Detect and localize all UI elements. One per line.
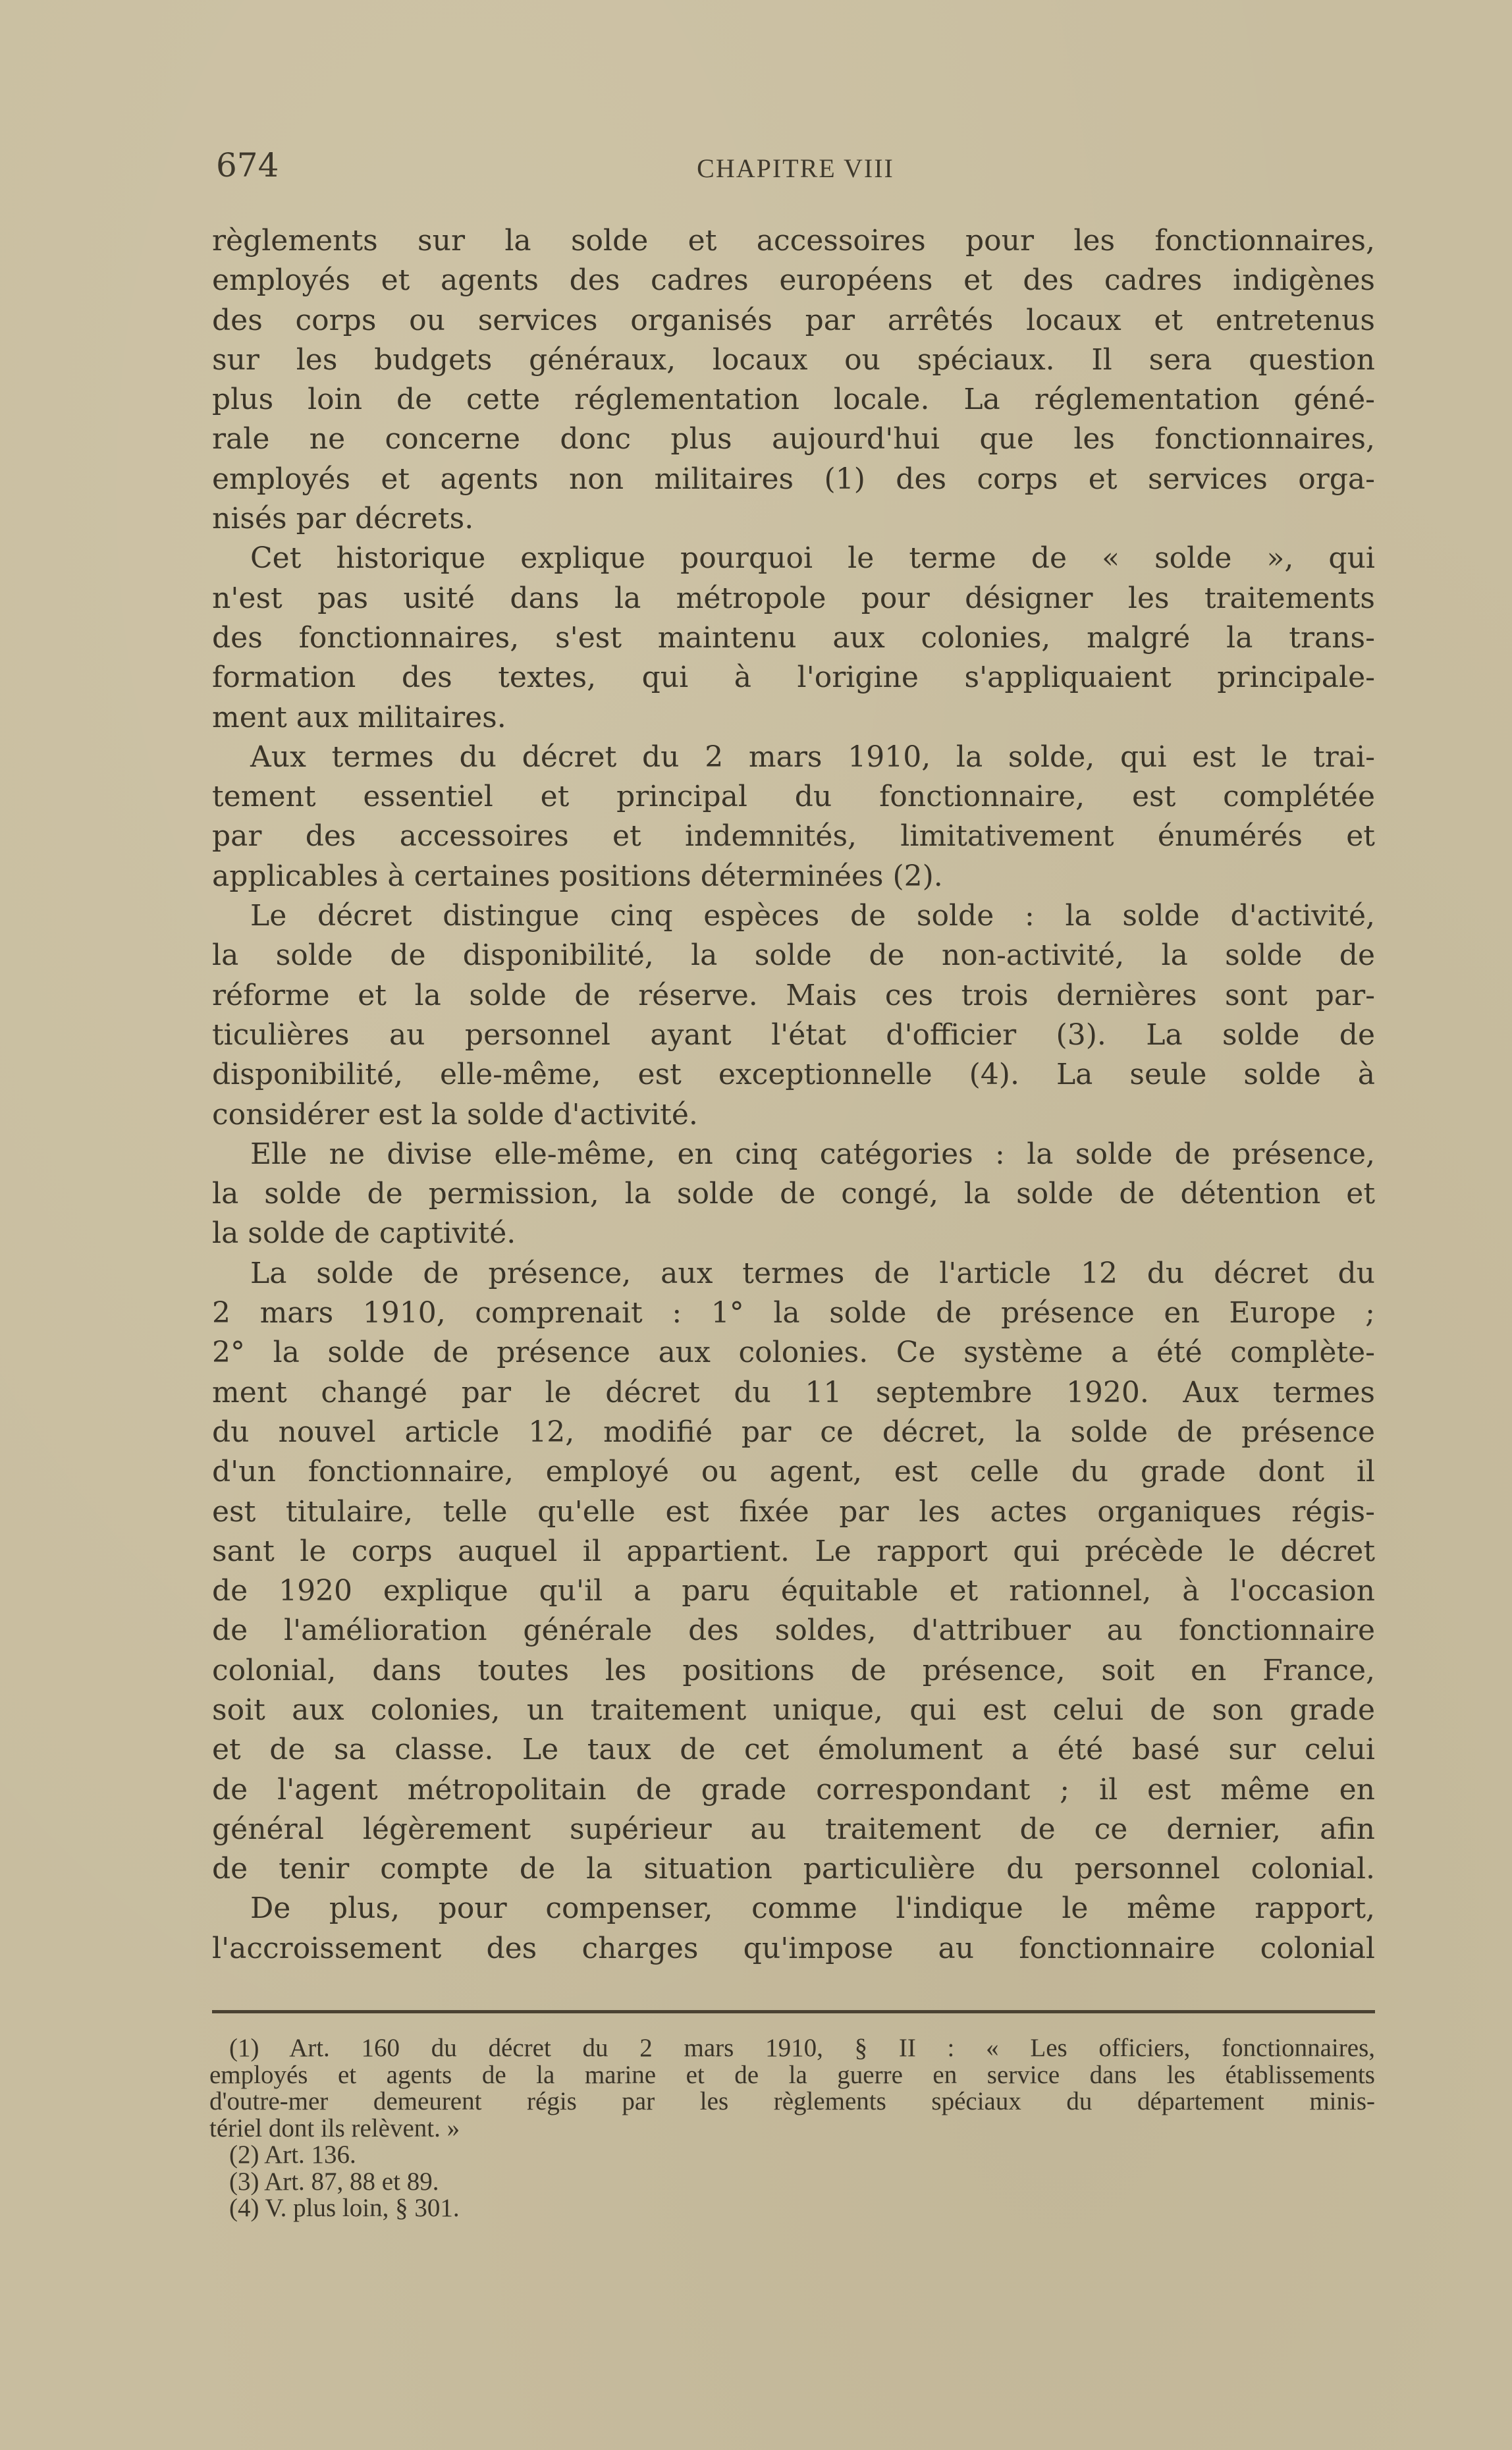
body-line: Aux termes du décret du 2 mars 1910, la solde, qui est le trai- — [250, 740, 1375, 774]
footnote-line: (1) Art. 160 du décret du 2 mars 1910, § II : « Les officiers, fonctionnaires, — [229, 2034, 1375, 2062]
footnote-line: d'outre-mer demeurent régis par les règlements spéciaux du département minis- — [209, 2087, 1375, 2115]
body-line: de 1920 explique qu'il a paru équitable et rationnel, à l'occasion — [212, 1574, 1375, 1608]
body-line: de l'agent métropolitain de grade correspondant ; il est même en — [212, 1772, 1375, 1807]
footnote-line: (3) Art. 87, 88 et 89. — [229, 2167, 439, 2196]
body-line: ment changé par le décret du 11 septembre 1920. Aux termes — [212, 1375, 1375, 1409]
footnote-line: (4) V. plus loin, § 301. — [229, 2194, 460, 2222]
body-line: est titulaire, telle qu'elle est fixée par les actes organiques régis- — [212, 1494, 1375, 1529]
body-line: des fonctionnaires, s'est maintenu aux colonies, malgré la trans- — [212, 620, 1375, 655]
body-line: Cet historique explique pourquoi le terme de « solde », qui — [250, 541, 1375, 576]
body-line: nisés par décrets. — [212, 502, 474, 536]
footnote-line: (2) Art. 136. — [229, 2140, 356, 2169]
footnote-divider — [212, 2010, 1375, 2013]
footnote-line: employés et agents de la marine et de la guerre en service dans les établissements — [209, 2060, 1375, 2089]
body-line: disponibilité, elle-même, est exceptionnelle (4). La seule solde à — [212, 1058, 1375, 1092]
body-line: n'est pas usité dans la métropole pour désigner les traitements — [212, 581, 1375, 615]
body-line: sant le corps auquel il appartient. Le rapport qui précède le décret — [212, 1534, 1375, 1568]
page-number: 674 — [216, 146, 279, 184]
body-line: de tenir compte de la situation particulière du personnel colonial. — [212, 1852, 1375, 1886]
body-line: réforme et la solde de réserve. Mais ces trois dernières sont par- — [212, 978, 1375, 1012]
body-line: l'accroissement des charges qu'impose au fonctionnaire colonial — [212, 1931, 1375, 1965]
body-line: par des accessoires et indemnités, limitativement énumérés et — [212, 819, 1375, 854]
body-line: employés et agents non militaires (1) des corps et services orga- — [212, 462, 1375, 496]
footnotes — [209, 2035, 1375, 2222]
body-line: général légèrement supérieur au traitement de ce dernier, afin — [212, 1812, 1375, 1846]
body-line: du nouvel article 12, modifié par ce décret, la solde de présence — [212, 1415, 1375, 1449]
body-line: colonial, dans toutes les positions de présence, soit en France, — [212, 1653, 1375, 1687]
footnote-line: tériel dont ils relèvent. » — [209, 2113, 460, 2142]
body-line: formation des textes, qui à l'origine s'appliquaient principale- — [212, 661, 1375, 695]
body-line: sur les budgets généraux, locaux ou spéciaux. Il sera question — [212, 342, 1375, 377]
body-line: plus loin de cette réglementation locale. La réglementation géné- — [212, 383, 1375, 417]
body-line: règlements sur la solde et accessoires pour les fonctionnaires, — [212, 224, 1375, 258]
body-text — [212, 221, 1375, 1969]
body-line: 2° la solde de présence aux colonies. Ce système a été complète- — [212, 1336, 1375, 1370]
body-line: La solde de présence, aux termes de l'article 12 du décret du — [250, 1256, 1375, 1290]
body-line: employés et agents des cadres européens et des cadres indigènes — [212, 263, 1375, 298]
body-line: considérer est la solde d'activité. — [212, 1097, 698, 1131]
body-line: Elle ne divise elle-même, en cinq catégories : la solde de présence, — [250, 1137, 1375, 1171]
body-line: ticulières au personnel ayant l'état d'officier (3). La solde de — [212, 1018, 1375, 1052]
body-line: d'un fonctionnaire, employé ou agent, est celle du grade dont il — [212, 1455, 1375, 1489]
body-line: la solde de captivité. — [212, 1216, 516, 1251]
body-line: tement essentiel et principal du fonctionnaire, est complétée — [212, 780, 1375, 814]
body-line: la solde de permission, la solde de congé, la solde de détention et — [212, 1177, 1375, 1211]
running-head: CHAPITRE VIII — [697, 153, 894, 183]
body-line: la solde de disponibilité, la solde de non-activité, la solde de — [212, 939, 1375, 973]
body-line: applicables à certaines positions déterminées (2). — [212, 859, 943, 893]
body-line: de l'amélioration générale des soldes, d'attribuer au fonctionnaire — [212, 1614, 1375, 1648]
body-line: Le décret distingue cinq espèces de solde : la solde d'activité, — [250, 899, 1375, 933]
body-line: De plus, pour compenser, comme l'indique le même rapport, — [250, 1892, 1375, 1926]
body-line: soit aux colonies, un traitement unique, qui est celui de son grade — [212, 1693, 1375, 1727]
body-line: ment aux militaires. — [212, 700, 506, 734]
body-line: 2 mars 1910, comprenait : 1° la solde de présence en Europe ; — [212, 1296, 1375, 1330]
page-header — [216, 146, 1375, 192]
body-line: des corps ou services organisés par arrêtés locaux et entretenus — [212, 303, 1375, 337]
body-line: rale ne concerne donc plus aujourd'hui que les fonctionnaires, — [212, 422, 1375, 456]
body-line: et de sa classe. Le taux de cet émolument a été basé sur celui — [212, 1733, 1375, 1767]
